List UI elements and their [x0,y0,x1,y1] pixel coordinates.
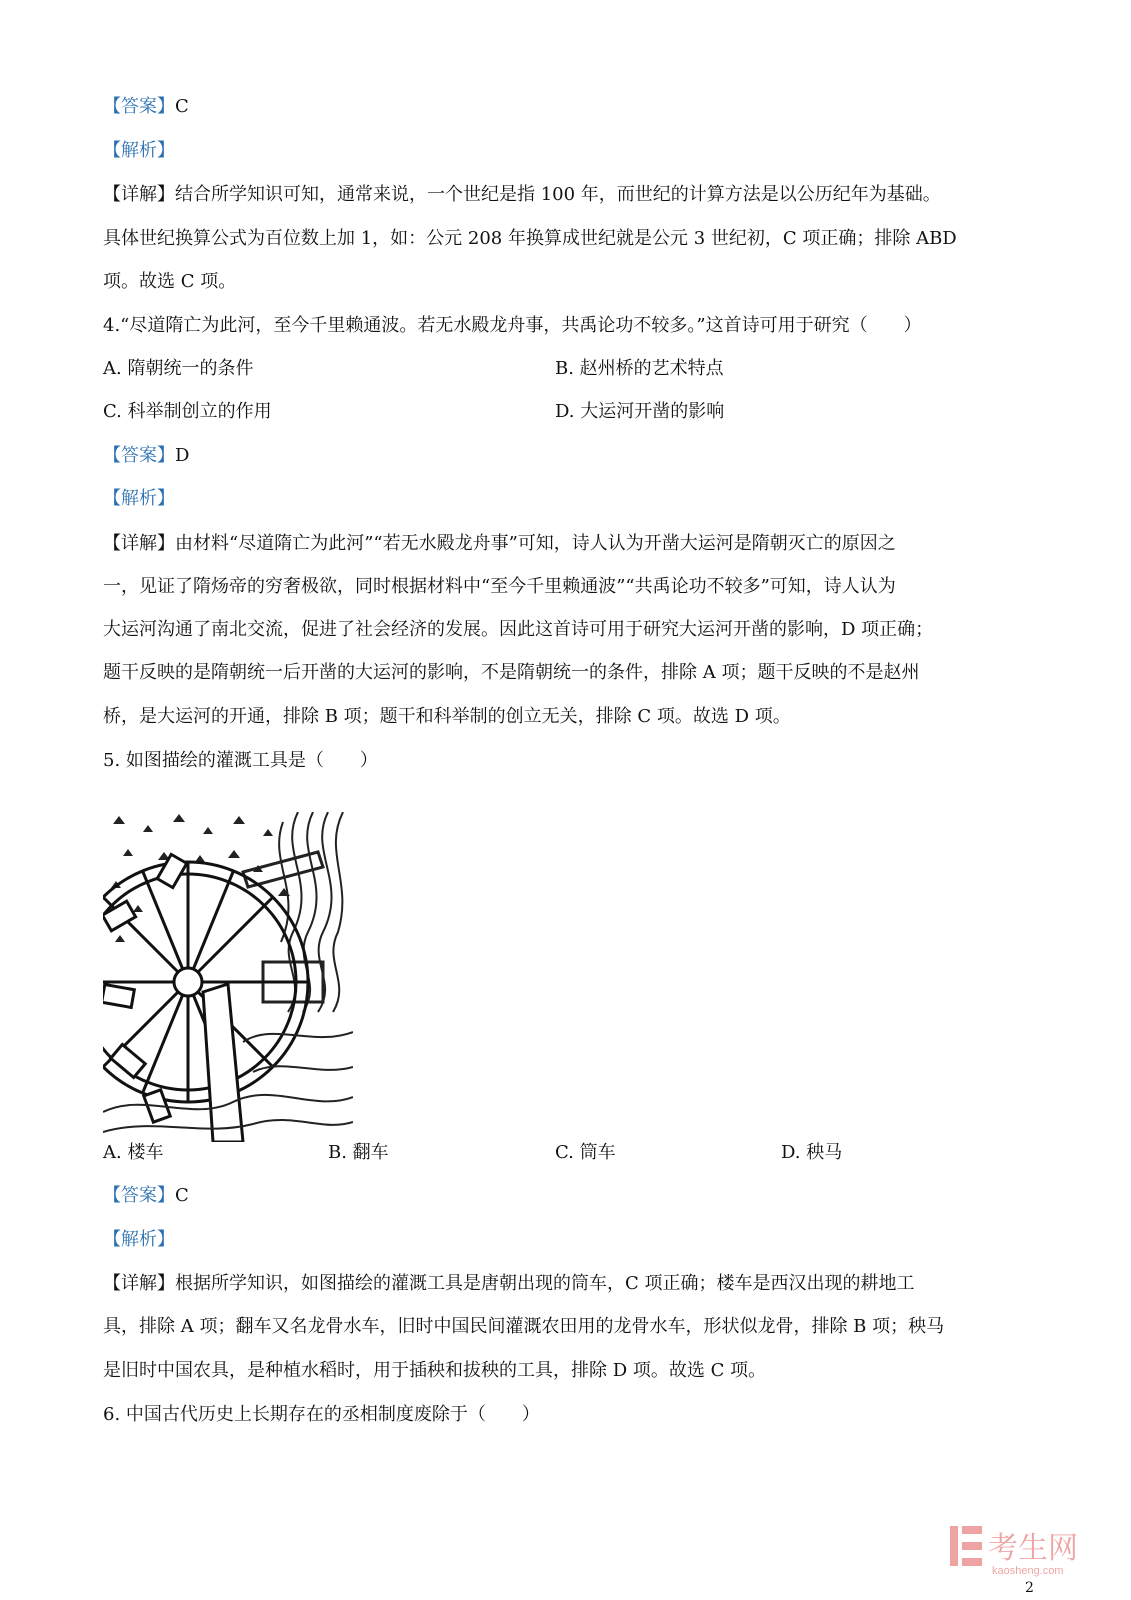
q3-answer [103,95,189,119]
q3-analysis-tag: 【解析】 [103,140,175,161]
q5-option-a: A. 楼车 [103,1142,164,1163]
q3-detail-line-3: 项。故选 C 项。 [103,271,237,292]
q4-detail-line-4: 题干反映的是隋朝统一后开凿的大运河的影响，不是隋朝统一的条件，排除 A 项；题干反映的不是赵州 [103,662,920,683]
detail-text: 结合所学知识可知，通常来说，一个世纪是指 100 年，而世纪的计算方法是以公历纪年为基础。 [175,184,941,205]
q5-analysis-tag: 【解析】 [103,1229,175,1250]
detail-text: 由材料“尽道隋亡为此河”“若无水殿龙舟事”可知，诗人认为开凿大运河是隋朝灭亡的原因之 [175,533,896,554]
q4-detail-line-3: 大运河沟通了南北交流，促进了社会经济的发展。因此这首诗可用于研究大运河开凿的影响，D 项正确； [103,619,934,640]
detail-tag: 【详解】 [103,184,175,205]
q5-answer [103,1184,189,1208]
q4-option-d: D. 大运河开凿的影响 [555,401,725,422]
kaosheng-logo [948,1520,1108,1580]
watermark-text: 考生网 [988,1532,1078,1565]
watermark-sub: kaosheng.com [992,1565,1064,1577]
q3-detail-line-2: 具体世纪换算公式为百位数上加 1，如：公元 208 年换算成世纪就是公元 3 世纪初，C 项正确；排除 ABD [103,228,957,249]
q5-option-b: B. 翻车 [328,1142,389,1163]
answer-tag: 【答案】 [103,445,175,466]
q4-detail-line-1 [103,532,896,556]
q6-question: 6. 中国古代历史上长期存在的丞相制度废除于（ ） [103,1404,540,1425]
q4-option-b: B. 赵州桥的艺术特点 [555,358,724,379]
q5-detail-line-3: 是旧时中国农具，是种植水稻时，用于插秧和拔秧的工具，排除 D 项。故选 C 项。 [103,1360,767,1381]
answer-value: C [175,96,189,117]
q4-detail-line-5: 桥，是大运河的开通，排除 B 项；题干和科举制的创立无关，排除 C 项。故选 D 项。 [103,706,791,727]
answer-value: D [175,445,190,466]
detail-tag: 【详解】 [103,1273,175,1294]
answer-tag: 【答案】 [103,1185,175,1206]
detail-tag: 【详解】 [103,533,175,554]
q4-detail-line-2: 一，见证了隋炀帝的穷奢极欲，同时根据材料中“至今千里赖通波”“共禹论功不较多”可知，诗人认为 [103,576,896,597]
q5-option-d: D. 秧马 [781,1142,843,1163]
q5-question: 5. 如图描绘的灌溉工具是（ ） [103,750,378,771]
q4-analysis-tag: 【解析】 [103,488,175,509]
q5-option-c: C. 筒车 [555,1142,616,1163]
waterwheel-illustration [103,812,353,1142]
detail-text: 根据所学知识，如图描绘的灌溉工具是唐朝出现的筒车，C 项正确；楼车是西汉出现的耕地工 [175,1273,915,1294]
q5-detail-line-1 [103,1272,915,1296]
q3-detail-line-1 [103,183,941,207]
answer-tag: 【答案】 [103,96,175,117]
q4-answer [103,444,189,468]
q5-detail-line-2: 具，排除 A 项；翻车又名龙骨水车，旧时中国民间灌溉农田用的龙骨水车，形状似龙骨，排除 B 项；秧马 [103,1316,945,1337]
q4-option-a: A. 隋朝统一的条件 [103,358,254,379]
q4-question: 4.“尽道隋亡为此河，至今千里赖通波。若无水殿龙舟事，共禹论功不较多。”这首诗可用于研究（ ） [103,315,922,336]
page-number: 2 [1025,1580,1034,1596]
answer-value: C [175,1185,189,1206]
q4-option-c: C. 科举制创立的作用 [103,401,272,422]
